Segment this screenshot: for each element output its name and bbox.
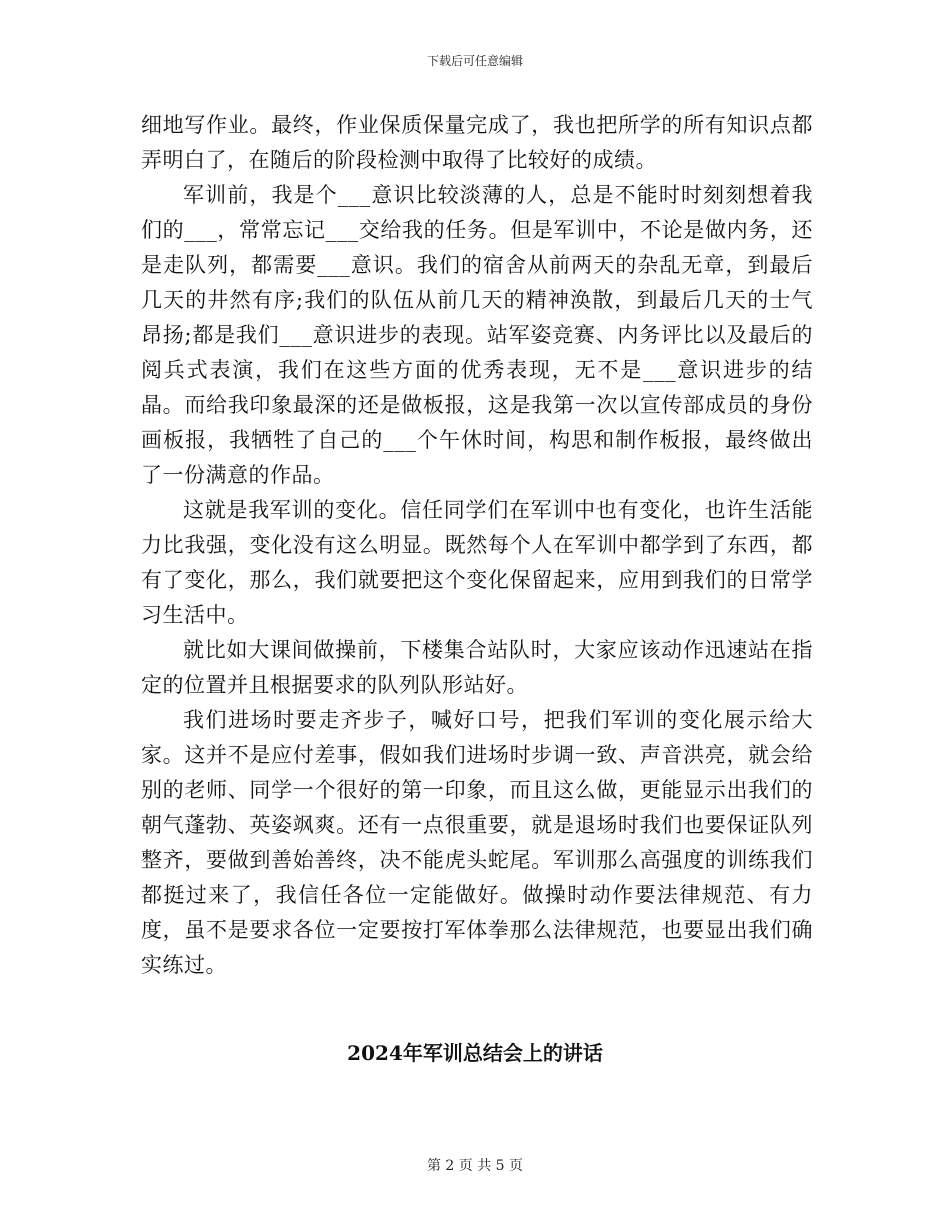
paragraph-4: 就比如大课间做操前，下楼集合站队时，大家应该动作迅速站在指定的位置并且根据要求的队列队形站好。: [141, 638, 813, 697]
document-body: [141, 108, 813, 983]
page-header: 下载后可任意编辑: [426, 54, 523, 68]
page-footer: 第 2 页 共 5 页: [426, 1158, 524, 1174]
paragraph-5: 我们进场时要走齐步子，喊好口号，把我们军训的变化展示给大家。这并不是应付差事，假如我们进场时步调一致、声音洪亮，就会给别的老师、同学一个很好的第一印象，而且这么做，更能显示出我们的朝气蓬勃、英姿飒爽。还有一点很重要，就是退场时我们也要保证队列整齐，要做到善始善终，决不能虎头蛇尾。军训那么高强度的训练我们都挺过来了，我信任各位一定能做好。做操时动作要法律规范、有力度，虽不是要求各位一定要按打军体拳那么法律规范，也要显出我们确实练过。: [141, 708, 813, 977]
paragraph-1: 细地写作业。最终，作业保质保量完成了，我也把所学的所有知识点都弄明白了，在随后的阶段检测中取得了比较好的成绩。: [141, 113, 813, 172]
paragraph-3: 这就是我军训的变化。信任同学们在军训中也有变化，也许生活能力比我强，变化没有这么明显。既然每个人在军训中都学到了东西，都有了变化，那么，我们就要把这个变化保留起来，应用到我们的日常学习生活中。: [141, 498, 813, 627]
section-title: 2024年军训总结会上的讲话: [347, 1041, 603, 1065]
paragraph-2: 军训前，我是个___意识比较淡薄的人，总是不能时时刻刻想着我们的___，常常忘记___交给我的任务。但是军训中，不论是做内务，还是走队列，都需要___意识。我们的宿舍从前两天的杂乱无章，到最后几天的井然有序;我们的队伍从前几天的精神涣散，到最后几天的士气昂扬;都是我们___意识进步的表现。站军姿竞赛、内务评比以及最后的阅兵式表演，我们在这些方面的优秀表现，无不是___意识进步的结晶。而给我印象最深的还是做板报，这是我第一次以宣传部成员的身份画板报，我牺牲了自己的___个午休时间，构思和制作板报，最终做出了一份满意的作品。: [141, 183, 813, 487]
